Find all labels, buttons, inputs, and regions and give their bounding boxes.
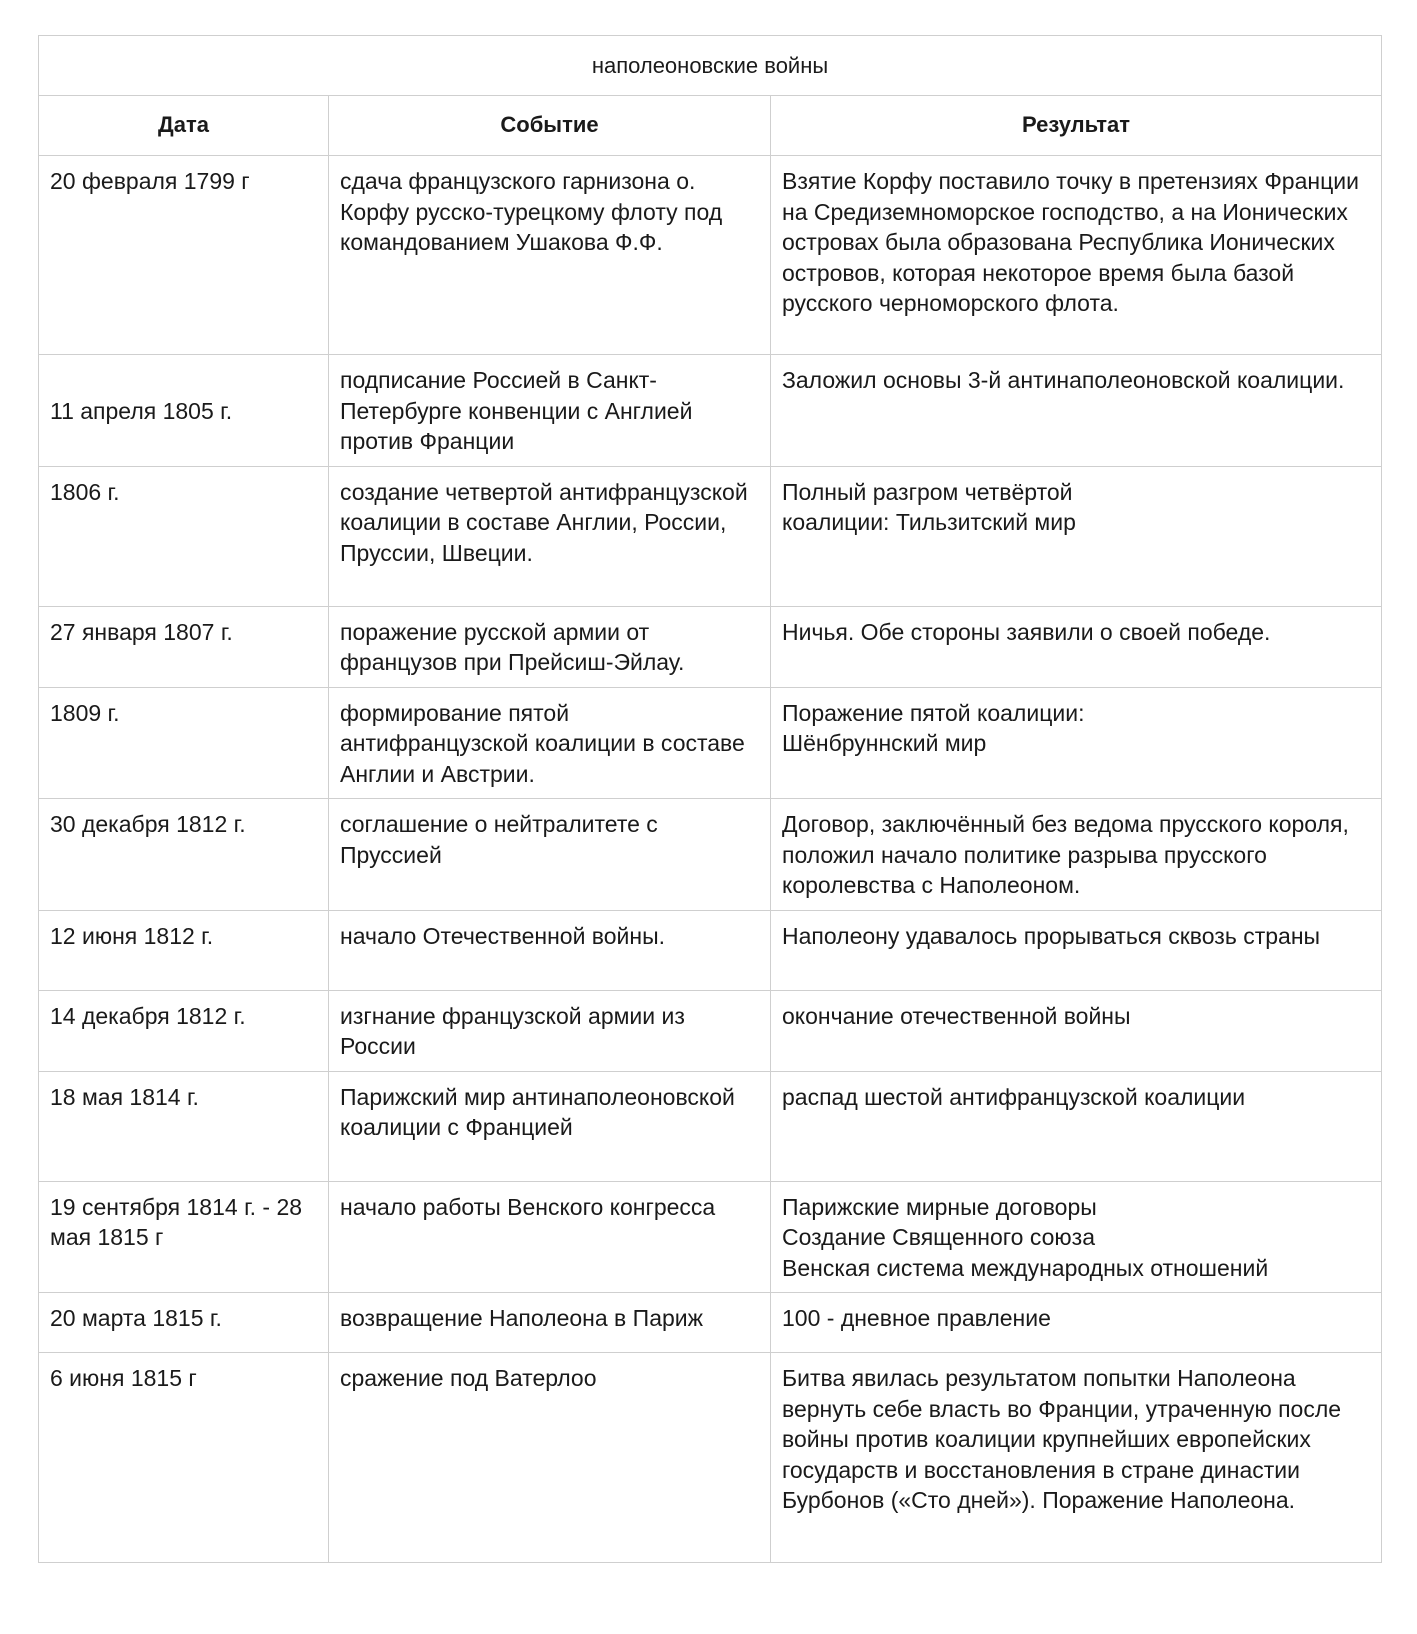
- cell-date: 12 июня 1812 г.: [39, 910, 329, 990]
- header-date: Дата: [39, 96, 329, 156]
- cell-result: [771, 990, 1382, 1071]
- table-row: [39, 355, 1382, 467]
- cell-result: [771, 466, 1382, 606]
- cell-event: поражение русской армии от французов при Прейсиш-Эйлау.: [329, 606, 771, 687]
- cell-event: сражение под Ватерлоо: [329, 1353, 771, 1563]
- cell-event: начало работы Венского конгресса: [329, 1181, 771, 1293]
- cell-event: изгнание французской армии из России: [329, 990, 771, 1071]
- cell-date: 1806 г.: [39, 466, 329, 606]
- cell-event: формирование пятой антифранцузской коалиции в составе Англии и Австрии.: [329, 687, 771, 799]
- cell-result: [771, 799, 1382, 911]
- table-row: [39, 466, 1382, 606]
- cell-result: [771, 687, 1382, 799]
- cell-result: [771, 355, 1382, 467]
- table-row: [39, 990, 1382, 1071]
- table-row: [39, 1181, 1382, 1293]
- cell-date: 18 мая 1814 г.: [39, 1071, 329, 1181]
- cell-event: Парижский мир антинаполеоновской коалиции с Францией: [329, 1071, 771, 1181]
- cell-date: 27 января 1807 г.: [39, 606, 329, 687]
- result-line: Наполеону удавалось прорываться сквозь страны: [782, 922, 1321, 949]
- napoleonic-wars-table: [38, 35, 1382, 1563]
- header-result: Результат: [771, 96, 1382, 156]
- result-line: Парижские мирные договоры: [782, 1193, 1097, 1220]
- cell-result: [771, 606, 1382, 687]
- cell-date: 20 марта 1815 г.: [39, 1293, 329, 1353]
- result-line: окончание отечественной войны: [782, 1002, 1131, 1029]
- cell-event: сдача французского гарнизона о. Корфу русско-турецкому флоту под командованием Ушакова Ф.Ф.: [329, 156, 771, 355]
- result-line: Создание Священного союза: [782, 1224, 1096, 1250]
- cell-event: возвращение Наполеона в Париж: [329, 1293, 771, 1353]
- table-row: [39, 799, 1382, 911]
- cell-date: 19 сентября 1814 г. - 28 мая 1815 г: [39, 1181, 329, 1293]
- cell-result: [771, 1293, 1382, 1353]
- result-line: Ничья. Обе стороны заявили о своей победе.: [782, 618, 1271, 645]
- cell-event: подписание Россией в Санкт-Петербурге конвенции с Англией против Франции: [329, 355, 771, 467]
- table-row: [39, 606, 1382, 687]
- title-row: [39, 36, 1382, 96]
- header-row: [39, 96, 1382, 156]
- cell-date: 20 февраля 1799 г: [39, 156, 329, 355]
- cell-result: [771, 156, 1382, 355]
- result-line: Договор, заключённый без ведома прусского короля, положил начало политике разрыва прусского королевства с Наполеоном.: [782, 811, 1349, 898]
- table-title: наполеоновские войны: [39, 36, 1382, 96]
- result-line: Взятие Корфу поставило точку в претензиях Франции на Средиземноморское господство, а на Ионических островах была образована Республика Ионических островов, которая некоторое время была базой русского черноморского флота.: [782, 168, 1359, 316]
- cell-result: [771, 1353, 1382, 1563]
- cell-result: [771, 910, 1382, 990]
- table-row: [39, 910, 1382, 990]
- table-row: [39, 1071, 1382, 1181]
- cell-event: соглашение о нейтралитете с Пруссией: [329, 799, 771, 911]
- cell-event: создание четвертой антифранцузской коалиции в составе Англии, России, Пруссии, Швеции.: [329, 466, 771, 606]
- result-line: Заложил основы 3-й антинаполеоновской коалиции.: [782, 367, 1345, 393]
- result-line: 100 - дневное правление: [782, 1305, 1051, 1331]
- result-line: Венская система международных отношений: [782, 1254, 1269, 1281]
- cell-date: 1809 г.: [39, 687, 329, 799]
- result-line: распад шестой антифранцузской коалиции: [782, 1083, 1246, 1110]
- table-row: [39, 1293, 1382, 1353]
- cell-date: 14 декабря 1812 г.: [39, 990, 329, 1071]
- header-event: Событие: [329, 96, 771, 156]
- result-line: Полный разгром четвёртой: [782, 478, 1073, 505]
- cell-date: 11 апреля 1805 г.: [39, 355, 329, 467]
- cell-date: 6 июня 1815 г: [39, 1353, 329, 1563]
- table-row: [39, 1353, 1382, 1563]
- cell-event: начало Отечественной войны.: [329, 910, 771, 990]
- table-row: [39, 687, 1382, 799]
- cell-result: [771, 1181, 1382, 1293]
- result-line: Шёнбруннский мир: [782, 730, 987, 756]
- table-row: [39, 156, 1382, 355]
- result-line: коалиции: Тильзитский мир: [782, 509, 1076, 535]
- cell-date: 30 декабря 1812 г.: [39, 799, 329, 911]
- result-line: Поражение пятой коалиции:: [782, 699, 1085, 726]
- cell-result: [771, 1071, 1382, 1181]
- result-line: Битва явилась результатом попытки Наполеона вернуть себе власть во Франции, утраченную после войны против коалиции крупнейших европейских государств и восстановления в стране династии Бурбонов («Сто дней»). Поражение Наполеона.: [782, 1365, 1342, 1513]
